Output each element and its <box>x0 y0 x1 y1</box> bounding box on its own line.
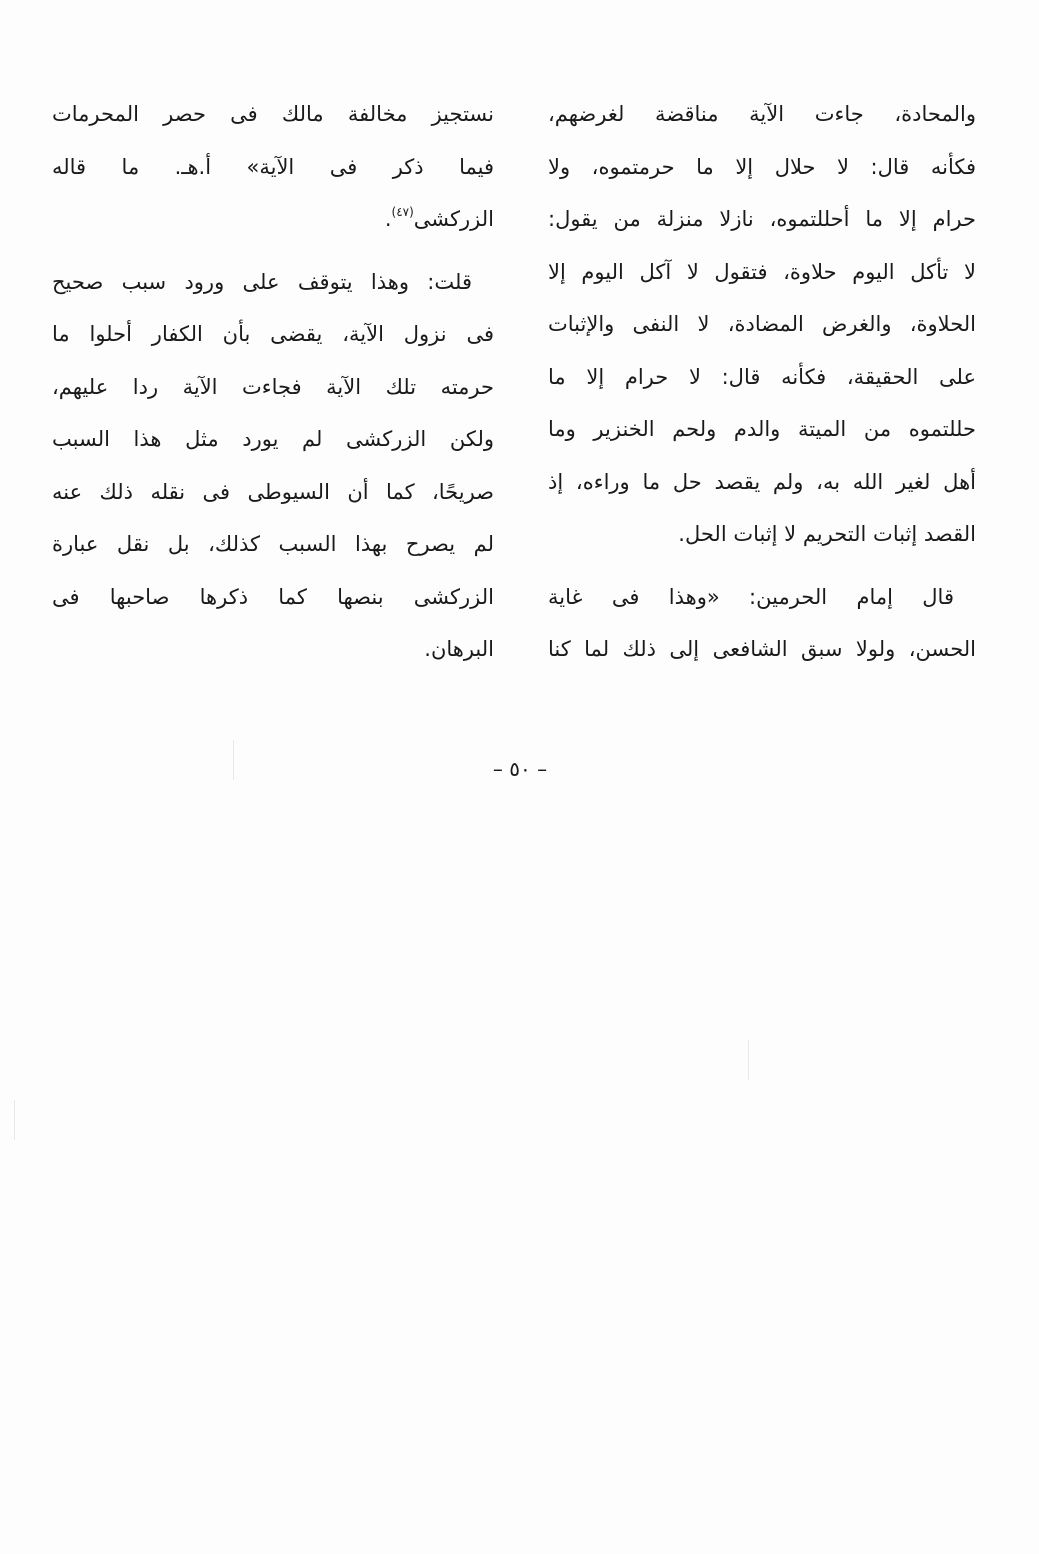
text-line: حرام إلا ما أحللتموه، نازلا منزلة من يقول: <box>548 207 976 231</box>
paragraph-gap <box>52 246 494 256</box>
text-fragment: . <box>384 207 392 231</box>
paragraph-gap <box>548 561 976 571</box>
text-line: الزركشى بنصها كما ذكرها صاحبها فى <box>52 584 494 609</box>
text-line: ولكن الزركشى لم يورد مثل هذا السبب <box>52 427 494 451</box>
text-line-with-footnote <box>52 193 494 246</box>
scan-speck <box>748 1040 749 1080</box>
text-line: أهل لغير الله به، ولم يقصد حل ما وراءه، إذ <box>548 469 976 494</box>
scan-speck <box>233 740 234 780</box>
text-line: البرهان. <box>424 637 494 661</box>
right-column <box>548 88 976 676</box>
text-line: لم يصرح بهذا السبب كذلك، بل نقل عبارة <box>52 532 494 556</box>
text-fragment: الزركشى <box>413 207 494 231</box>
text-line: صريحًا، كما أن السيوطى فى نقله ذلك عنه <box>52 479 494 504</box>
text-line: فيما ذكر فى الآية» أ.هـ. ما قاله <box>52 154 494 179</box>
scan-speck <box>14 1100 15 1140</box>
text-line: القصد إثبات التحريم لا إثبات الحل. <box>678 522 976 546</box>
footnote-reference: (٤٧) <box>391 205 414 219</box>
text-line: والمحادة، جاءت الآية مناقضة لغرضهم، <box>548 102 976 126</box>
text-line: قلت: وهذا يتوقف على ورود سبب صحيح <box>52 269 472 294</box>
text-line: الحلاوة، والغرض المضادة، لا النفى والإثبات <box>548 312 976 336</box>
text-line: قال إمام الحرمين: «وهذا فى غاية <box>548 584 954 609</box>
text-line: الحسن، ولولا سبق الشافعى إلى ذلك لما كنا <box>548 637 976 661</box>
page-number: – ٥٠ – <box>492 757 548 781</box>
text-line: لا تأكل اليوم حلاوة، فتقول لا آكل اليوم إلا <box>548 259 976 284</box>
text-line: نستجيز مخالفة مالك فى حصر المحرمات <box>52 102 494 126</box>
left-column <box>52 88 494 676</box>
text-line: حرمته تلك الآية فجاءت الآية ردا عليهم، <box>52 374 494 399</box>
text-line: على الحقيقة، فكأنه قال: لا حرام إلا ما <box>548 364 976 389</box>
text-line: حللتموه من الميتة والدم ولحم الخنزير وما <box>548 417 976 441</box>
text-line: فى نزول الآية، يقضى بأن الكفار أحلوا ما <box>52 322 494 346</box>
text-line: فكأنه قال: لا حلال إلا ما حرمتموه، ولا <box>548 154 976 179</box>
